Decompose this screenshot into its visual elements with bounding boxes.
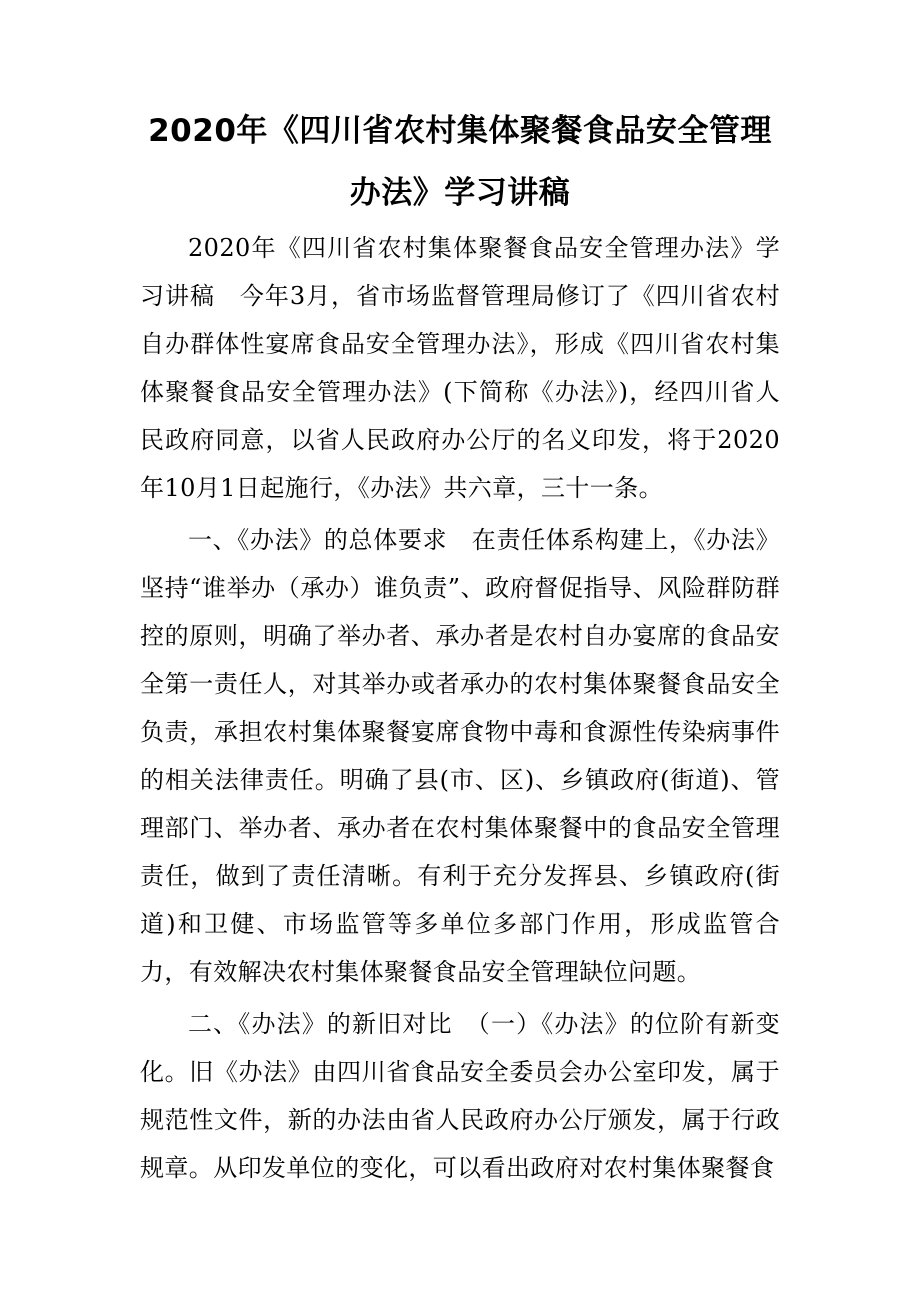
document-title: 2020年《四川省农村集体聚餐食品安全管理办法》学习讲稿 <box>148 113 772 211</box>
paragraph-intro: 2020年《四川省农村集体聚餐食品安全管理办法》学习讲稿 今年3月，省市场监督管理局修订了《四川省农村自办群体性宴席食品安全管理办法》，形成《四川省农村集体聚餐食品安全管理办法》(下简称《办法》)，经四川省人民政府同意，以省人民政府办公厅的名义印发，将于2020年10月1日起施行，《办法》共六章，三十一条。 <box>140 234 780 502</box>
paragraph-section-two: 二、《办法》的新旧对比 （一）《办法》的位阶有新变化。旧《办法》由四川省食品安全委员会办公室印发，属于规范性文件，新的办法由省人民政府办公厅颁发，属于行政规章。从印发单位的变化，可以看出政府对农村集体聚餐食 <box>140 1010 780 1182</box>
paragraph-section-one: 一、《办法》的总体要求 在责任体系构建上，《办法》坚持“谁举办（承办）谁负责”、政府督促指导、风险群防群控的原则，明确了举办者、承办者是农村自办宴席的食品安全第一责任人，对其举办或者承办的农村集体聚餐食品安全负责，承担农村集体聚餐宴席食物中毒和食源性传染病事件的相关法律责任。明确了县(市、区)、乡镇政府(街道)、管理部门、举办者、承办者在农村集体聚餐中的食品安全管理责任，做到了责任清晰。有利于充分发挥县、乡镇政府(街道)和卫健、市场监管等多单位多部门作用，形成监管合力，有效解决农村集体聚餐食品安全管理缺位问题。 <box>140 526 780 986</box>
document-page <box>140 100 780 1192</box>
title-block <box>140 100 780 224</box>
